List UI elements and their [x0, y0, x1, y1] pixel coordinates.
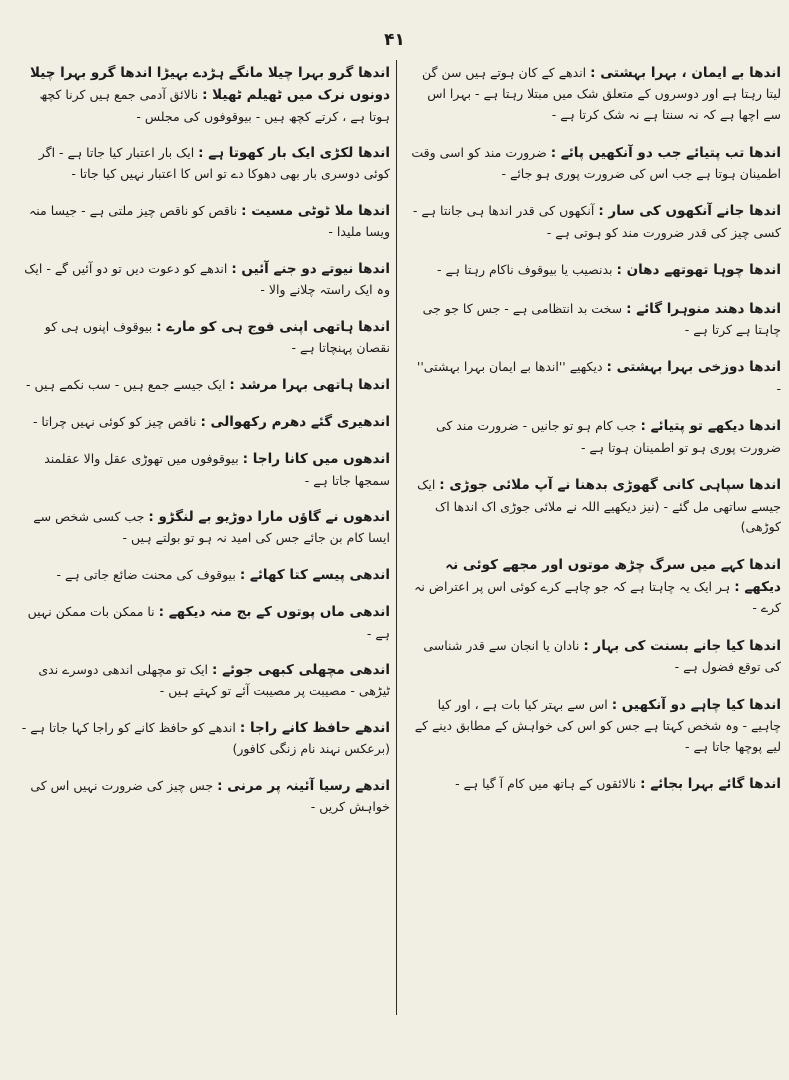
entry — [18, 258, 390, 301]
entry-term: اندھا کیا چاہے دو آنکھیں : — [611, 696, 781, 713]
right-column — [409, 62, 781, 812]
entry-term: اندھا گائے بہرا بجائے : — [640, 776, 781, 793]
entry-definition: ایک تو مچھلی اندھی دوسرے ندی ٹیڑھی - مصیبت پر مصیبت آئے تو کہتے ہیں - — [38, 662, 390, 699]
entry-definition: ہر ایک یہ چاہتا ہے کہ جو چاہے کرے کوئی اس پر اعتراض نہ کرے - — [414, 579, 781, 616]
entry — [18, 411, 390, 433]
entry-definition: جب کام ہو تو جانیں - ضرورت مند کی ضرورت پوری ہو تو اطمینان ہوتا ہے - — [435, 418, 781, 455]
entry-definition: ایک جیسے جمع ہیں - سب نکمے ہیں - — [26, 376, 226, 392]
entry-term: اندھی پیسے کتا کھائے : — [239, 567, 390, 584]
entry-term: اندھا تب پتیائے جب دو آنکھیں پائے : — [550, 144, 781, 161]
entry-term: اندھا کہے میں سرگ چڑھ موتوں اور مجھے کوئی نہ دیکھے : — [445, 556, 781, 596]
entry-term: اندھا ہاتھی اپنی فوج ہی کو مارے : — [156, 318, 390, 335]
entry — [18, 448, 390, 491]
entry — [18, 506, 390, 549]
entry-definition: ضرورت مند کو اسی وقت اطمینان ہوتا ہے جب اس کی ضرورت پوری ہو جائے - — [411, 144, 781, 181]
entry-term: اندھا گرو بہرا چیلا مانگے ہڑدے بہیڑا اندھا گرو بہرا چیلا دونوں نرک میں ٹھیلم ٹھیلا : — [29, 65, 390, 104]
entry — [409, 554, 781, 619]
entry — [409, 259, 781, 281]
entry — [18, 659, 390, 702]
entry-definition: سخت بد انتظامی ہے - جس کا جو جی چاہتا ہے کرتا ہے - — [422, 300, 781, 337]
entry-definition: بیوقوف کی محنت ضائع جاتی ہے - — [56, 567, 236, 583]
entry-definition: ایک جیسے ساتھی مل گئے - (نیز دیکھیے اللہ نے ملائی جوڑی اک اندھا اک کوڑھی) — [417, 477, 781, 535]
entry-term: اندھوں نے گاؤں مارا دوڑیو بے لنگڑو : — [148, 509, 390, 526]
entry-definition: اس سے بہتر کیا بات ہے ، اور کیا چاہیے - وہ شخص کہتا ہے جس کو اس کی خواہش کے مطابق دینے کے لیے پوچھا جاتا ہے - — [414, 696, 781, 754]
entry-term: اندھا کیا جانے بسنت کی بہار : — [583, 637, 781, 654]
entry-definition: اندھے کو حافظ کانے کو راجا کہا جاتا ہے - (برعکس نہند نام زنگی کافور) — [21, 720, 390, 757]
entry-definition: بیوقوفوں میں تھوڑی عقل والا عقلمند سمجھا جاتا ہے - — [44, 451, 390, 488]
entry-term: اندھا بے ایمان ، بہرا بہشتی : — [590, 65, 781, 81]
entry — [18, 200, 390, 243]
entry-definition: آنکھوں کی قدر اندھا ہی جانتا ہے - کسی چیز کی قدر ضرورت مند کو ہوتی ہے - — [412, 203, 781, 240]
entry-definition: نادان یا انجان سے قدر شناسی کی توقع فضول ہے - — [423, 637, 781, 675]
entry-term: اندھا دیکھے تو پتیائے : — [640, 418, 781, 435]
left-column — [18, 62, 390, 833]
entry-definition: جس چیز کی ضرورت نہیں اس کی خواہش کریں - — [30, 777, 390, 815]
entry — [409, 635, 781, 678]
entry — [18, 775, 390, 818]
entry-term: اندھا چوہا تھوتھے دھان : — [616, 262, 781, 279]
entry — [18, 316, 390, 359]
entry-term: اندھیری گئے دھرم رکھوالی : — [200, 413, 390, 430]
entry — [409, 773, 781, 795]
entry — [18, 62, 390, 127]
entry — [409, 356, 781, 399]
entry — [409, 415, 781, 458]
entry-definition: اندھے کو دعوت دیں تو دو آئیں گے - ایک وہ ایک راستہ چلانے والا - — [24, 260, 390, 298]
entry-term: اندھی ماں پوتوں کے بج منہ دیکھے : — [158, 604, 390, 621]
page-number: ۴۱ — [384, 30, 405, 50]
entry-definition: دیکھیے ''اندھا بے ایمان بہرا بہشتی'' - — [416, 359, 781, 396]
entry — [18, 142, 390, 185]
entry-definition: نالائق آدمی جمع ہیں کرنا کچھ ہوتا ہے ، کرتے کچھ ہیں - بیوقوفوں کی مجلس - — [39, 87, 390, 124]
entry — [18, 564, 390, 586]
entry-term: اندھا سپاہی کانی گھوڑی بدھنا نے آپ ملائی جوڑی : — [439, 477, 781, 494]
entry — [409, 474, 781, 538]
entry-definition: ناقص کو ناقص چیز ملتی ہے - جیسا منہ ویسا ملیدا - — [28, 203, 390, 240]
entry — [409, 142, 781, 185]
entry-term: اندھے حافظ کانے راجا : — [239, 720, 390, 737]
entry-term: اندھی مچھلی کبھی جوئے : — [212, 662, 390, 679]
entry — [18, 717, 390, 760]
entry-term: اندھا ملا ٹوٹی مسیت : — [241, 203, 390, 220]
entry — [409, 62, 781, 126]
entry — [409, 694, 781, 758]
column-divider — [396, 60, 397, 1015]
entry — [18, 374, 390, 396]
entry-term: اندھا دوزخی بہرا بہشتی : — [606, 359, 781, 376]
entry-definition: نالائقوں کے ہاتھ میں کام آ گیا ہے - — [455, 776, 637, 792]
entry-definition: نا ممکن بات ممکن نہیں ہے - — [27, 604, 390, 641]
entry-term: اندھا جانے آنکھوں کی سار : — [598, 203, 781, 220]
entry-term: اندھا دھند منوہرا گائے : — [626, 300, 781, 317]
entry-definition: اندھے کے کان ہوتے ہیں سن گن لیتا رہتا ہے اور دوسروں کے متعلق شک میں مبتلا رہتا ہے - بہرا اس سے اچھا ہے کہ نہ سنتا ہے نہ شک کرتا ہے - — [422, 65, 781, 122]
entry — [409, 200, 781, 243]
entry-term: اندھوں میں کانا راجا : — [242, 451, 390, 468]
entry-term: اندھا ہاتھی بہرا مرشد : — [229, 376, 390, 393]
entry-term: اندھے رسیا آئینہ پر مرنی : — [217, 777, 390, 794]
entry-definition: بدنصیب یا بیوقوف ناکام رہتا ہے - — [436, 262, 613, 278]
entry-definition: بیوقوف اپنوں ہی کو نقصان پہنچاتا ہے - — [44, 318, 390, 356]
entry-definition: ناقص چیز کو کوئی نہیں چراتا - — [32, 413, 197, 429]
entry-term: اندھا لکڑی ایک بار کھوتا ہے : — [198, 145, 390, 162]
entry — [409, 298, 781, 341]
entry-term: اندھا نیوتے دو جنے آئیں : — [231, 260, 390, 277]
entry — [18, 601, 390, 644]
entry-definition: ایک بار اعتبار کیا جاتا ہے - اگر کوئی دوسری بار بھی دھوکا دے تو اس کا اعتبار نہیں کیا جاتا - — [38, 145, 390, 182]
entry-definition: جب کسی شخص سے ایسا کام بن جائے جس کی امید نہ ہو تو بولتے ہیں - — [33, 509, 390, 546]
